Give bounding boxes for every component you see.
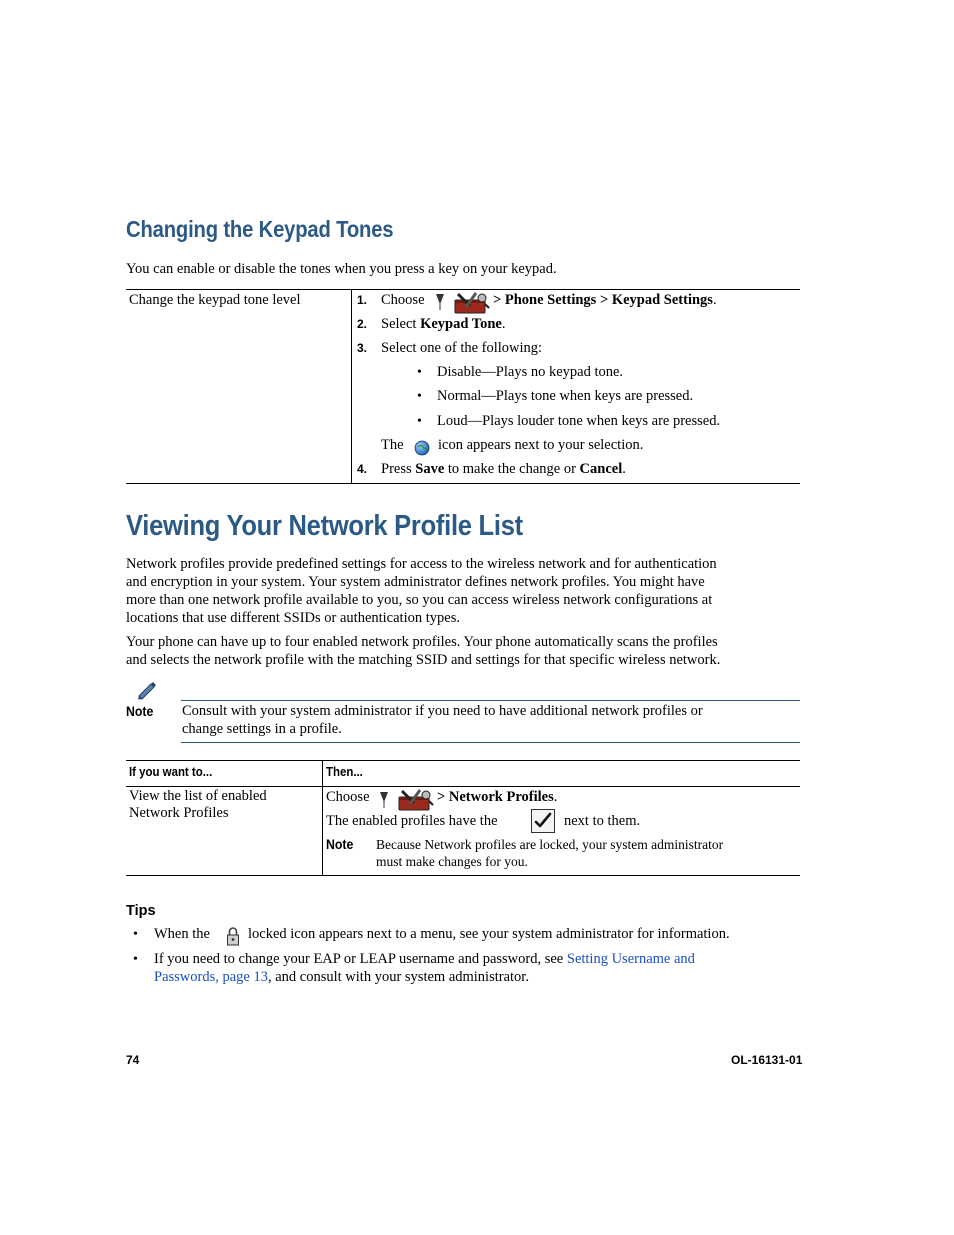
option-disable: Disable—Plays no keypad tone. (437, 364, 624, 380)
note-top-rule (181, 700, 800, 701)
table-top-rule (126, 760, 800, 761)
tips-heading: Tips (126, 903, 156, 919)
section-title-network-profiles: Viewing Your Network Profile List (126, 510, 523, 542)
inner-note-text: Because Network profiles are locked, your system administrator must make changes for you. (376, 837, 724, 869)
pencil-icon (135, 680, 157, 700)
step-2: 2. (357, 317, 368, 331)
step-1: 1. (357, 293, 368, 307)
option-normal: Normal—Plays tone when keys are pressed. (437, 388, 694, 404)
table-bottom-rule (126, 483, 800, 484)
section-title-keypad-tones: Changing the Keypad Tones (126, 216, 394, 242)
toolbox-icon (452, 292, 490, 314)
task-label: Change the keypad tone level (129, 292, 301, 308)
option-bullet: • (417, 389, 422, 404)
row-label: View the list of enabled Network Profiles (129, 788, 267, 821)
tip-2: If you need to change your EAP or LEAP username and password, see Setting Username and Passwords, page 13, and consult with your system administrator. (154, 951, 695, 985)
checkmark-icon (531, 809, 555, 833)
inner-note-label: Note (326, 836, 354, 852)
passwords-page-link[interactable]: Passwords, page 13 (154, 969, 268, 985)
table-divider (322, 760, 323, 875)
setting-username-link[interactable]: Setting Username and (566, 951, 695, 967)
note-bottom-rule (181, 742, 800, 743)
tip-bullet: • (133, 927, 138, 942)
table-header-if: If you want to... (129, 764, 213, 779)
note-text: Consult with your system administrator if you need to have additional network profiles or change settings in a profile. (182, 703, 703, 737)
option-bullet: • (417, 414, 422, 429)
table-top-rule (126, 289, 800, 290)
option-bullet: • (417, 365, 422, 380)
padlock-icon (226, 926, 240, 946)
toolbox-icon (396, 789, 434, 811)
globe-icon (414, 440, 430, 456)
table-divider (351, 289, 352, 483)
antenna-icon (435, 293, 445, 311)
tip-bullet: • (133, 952, 138, 967)
table-bottom-rule (126, 875, 800, 876)
page-number: 74 (126, 1053, 140, 1067)
network-profiles-paragraph-1: Network profiles provide predefined settings for access to the wireless network and for authentication and encryption in your system. Your system administrator defines network profiles. You might have more than one network profile available to you, so you can access wireless network configurations at locations that use different SSIDs or authentication types. (126, 556, 717, 626)
step-4: 4. (357, 462, 368, 476)
keypad-intro: You can enable or disable the tones when you press a key on your keypad. (126, 261, 557, 277)
step-3: 3. (357, 341, 368, 355)
antenna-icon (379, 791, 389, 809)
table-header-rule (126, 786, 800, 787)
table-header-then: Then... (326, 764, 363, 779)
note-label: Note (126, 703, 154, 719)
network-profiles-paragraph-2: Your phone can have up to four enabled network profiles. Your phone automatically scans the profiles and selects the network profile with the matching SSID and settings for that specific wireless network. (126, 634, 721, 668)
doc-id: OL-16131-01 (731, 1053, 803, 1067)
option-loud: Loud—Plays louder tone when keys are pressed. (437, 413, 721, 429)
